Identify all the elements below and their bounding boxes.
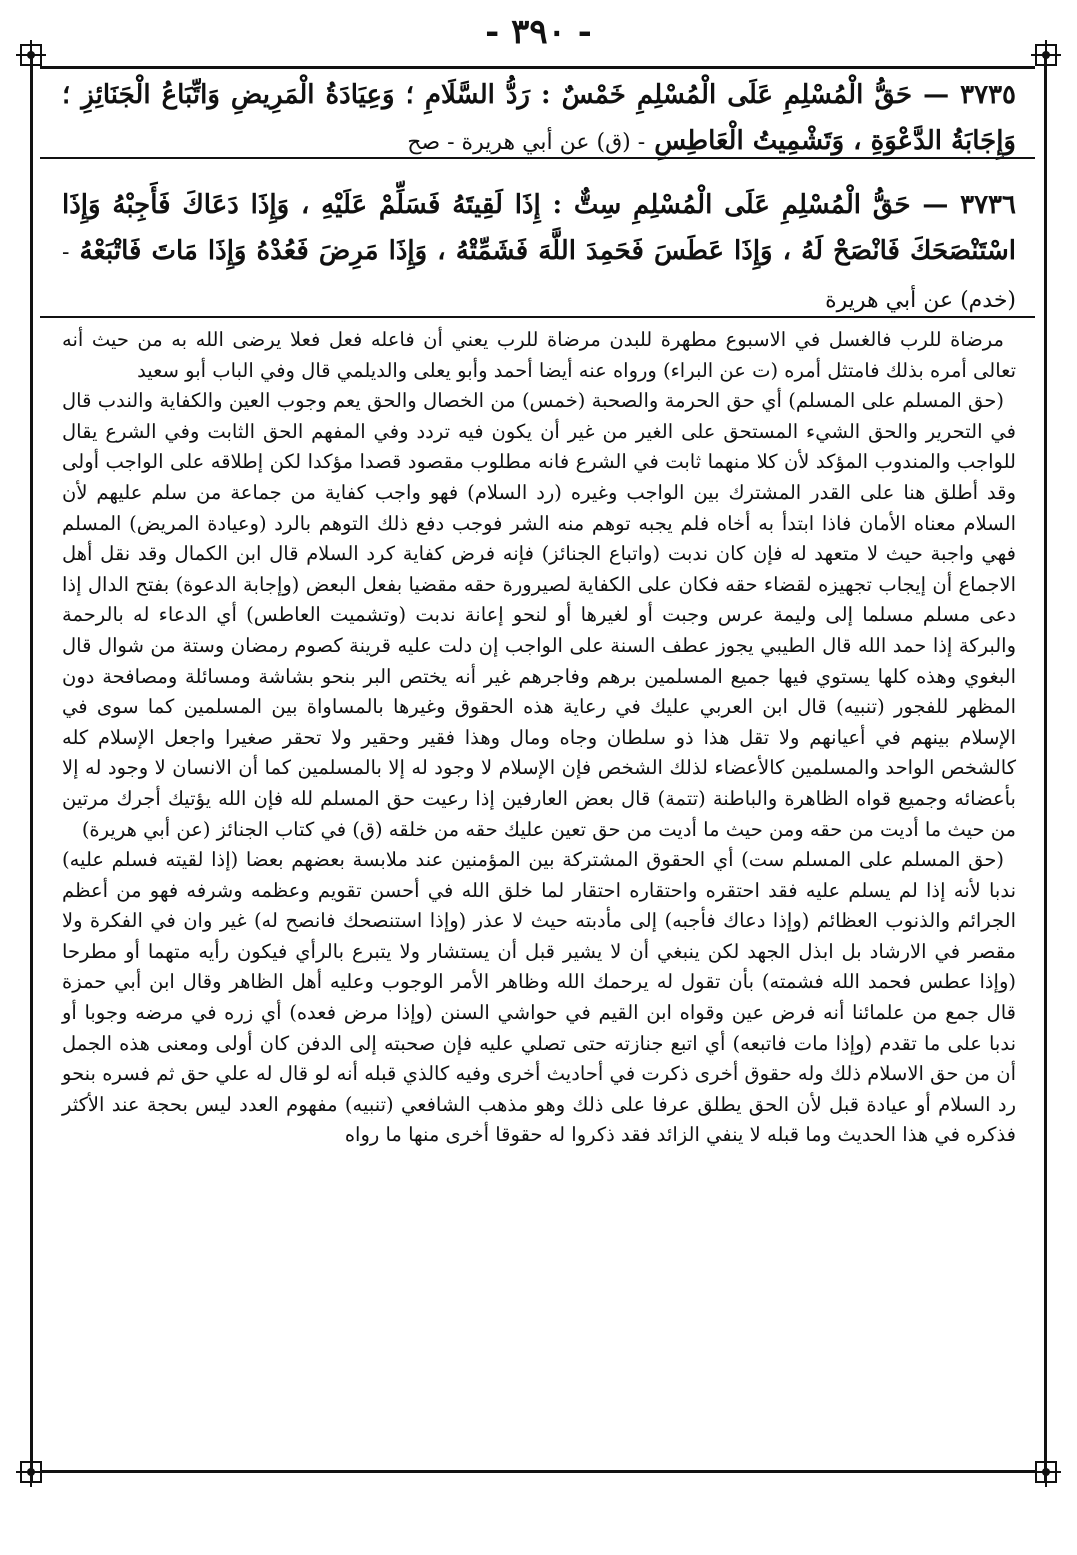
commentary-paragraph: (حق المسلم على المسلم) أي حق الحرمة والصحبة (خمس) من الخصال والحق يعم وجوب العين والكفاية والندب قال في التحرير والحق الشيء المستحق على الغير من غير أن يكون فيه تردد وفي المفهم الحق الثابت وفي الشرع يقال للواجب والمندوب المؤكد لأن كلا منهما ثابت في الشرع فانه مطلوب مقصود قصدا مؤكدا لكن إطلاقه على الواجب أولى وقد أطلق هنا على القدر المشترك بين الواجب وغيره (رد السلام) فهو واجب كفاية من جماعة من سلم عليهم لأن السلام معناه الأمان فاذا ابتدأ به أخاه فلم يجبه توهم منه الشر فوجب دفع ذلك التوهم بالرد (وعيادة المريض) المسلم فهي واجبة حيث لا متعهد له فإن كان ندبت (واتباع الجنائز) فإنه فرض كفاية كرد السلام قال ابن الكمال وقد نقل أهل الاجماع أن إيجاب تجهيزه لقضاء حقه فكان على الكفاية لصيرورة حقه مقضيا بفعل البعض (وإجابة الدعوة) بفتح الدال إذا دعى مسلم مسلما إلى وليمة عرس وجبت أو لغيرها أو لنحو إعانة ندبت (وتشميت العاطس) أي الدعاء له بالرحمة والبركة إذا حمد الله قال الطيبي يجوز عطف السنة على الواجب إن دلت عليه قرينة كصوم رمضان وستة من شوال قال البغوي وهذه كلها يستوي فيها جميع المسلمين برهم وفاجرهم غير أنه يختص البر بنحو بشاشة ومسائلة ومصافحة دون المظهر للفجور (تنبيه) قال ابن العربي عليك في رعاية هذه الحقوق وغيرها بالمساواة بين المسلمين كما سوى في الإسلام بينهم في أعيانهم ولا تقل هذا ذو سلطان وجاه ومال وهذا فقير وحقير ولا تحقر صغيرا واجعل الإسلام كله كالشخص الواحد والمسلمين كالأعضاء لذلك الشخص فإن الإسلام لا وجود له إلا بالمسلمين كما أن الانسان لا وجود له إلا بأعضائه وجميع قواه الظاهرة والباطنة (تتمة) قال بعض العارفين إذا رعيت حق المسلم لله فإن الله يؤتيك أجرك مرتين من حيث ما أديت من حقه ومن حيث ما أديت من حق تعين عليك حقه من خلقه (ق) في كتاب الجنائز (عن أبي هريرة) [62, 389, 1016, 841]
hadith-source: - (خدم) عن أبي هريرة [62, 240, 1016, 313]
hadith-3735: ٣٧٣٥ — حَقُّ الْمُسْلِمِ عَلَى الْمُسْلِمِ خَمْسٌ : رَدُّ السَّلَامِ ؛ وَعِيَادَةُ الْمَرِيضِ وَاتِّبَاعُ الْجَنَائِزِ ؛ وَإِجَابَةُ الدَّعْوَةِ ، وَتَشْمِيتُ الْعَاطِسِ - (ق) عن أبي هريرة - صح [62, 80, 1016, 156]
hadith-text: حَقُّ الْمُسْلِمِ عَلَى الْمُسْلِمِ سِتٌّ : إِذَا لَقِيتَهُ فَسَلِّمْ عَلَيْهِ ، وَإِذَا دَعَاكَ فَأَجِبْهُ وَإِذَا اسْتَنْصَحَكَ فَانْصَحْ لَهُ ، وَإِذَا عَطَسَ فَحَمِدَ اللَّهَ فَشَمِّتْهُ ، وَإِذَا مَرِضَ فَعُدْهُ وَإِذَا مَاتَ فَاتْبَعْهُ [62, 190, 1016, 266]
commentary-section [62, 325, 1016, 1151]
hadith-source: - (ق) عن أبي هريرة - صح [407, 130, 646, 155]
corner-ornament-icon [1031, 1457, 1061, 1487]
hadith-number: ٣٧٣٦ [960, 190, 1016, 220]
corner-ornament-icon [1031, 40, 1061, 70]
hadith-number: ٣٧٣٥ [960, 80, 1016, 110]
corner-ornament-icon [16, 1457, 46, 1487]
corner-ornament-icon [16, 40, 46, 70]
frame-top-rule [40, 66, 1035, 69]
hadith-3736: ٣٧٣٦ — حَقُّ الْمُسْلِمِ عَلَى الْمُسْلِمِ سِتٌّ : إِذَا لَقِيتَهُ فَسَلِّمْ عَلَيْهِ ، وَإِذَا دَعَاكَ فَأَجِبْهُ وَإِذَا اسْتَنْصَحَكَ فَانْصَحْ لَهُ ، وَإِذَا عَطَسَ فَحَمِدَ اللَّهَ فَشَمِّتْهُ ، وَإِذَا مَرِضَ فَعُدْهُ وَإِذَا مَاتَ فَاتْبَعْهُ - (خدم) عن أبي هريرة [62, 190, 1016, 313]
page-number: - ٣٩٠ - [485, 12, 592, 52]
hadith-section [62, 72, 1016, 324]
hadith-text: حَقُّ الْمُسْلِمِ عَلَى الْمُسْلِمِ خَمْسٌ : رَدُّ السَّلَامِ ؛ وَعِيَادَةُ الْمَرِيضِ وَاتِّبَاعُ الْجَنَائِزِ ؛ وَإِجَابَةُ الدَّعْوَةِ ، وَتَشْمِيتُ الْعَاطِسِ [62, 80, 1016, 156]
commentary-paragraph: مرضاة للرب فالغسل في الاسبوع مطهرة للبدن مرضاة للرب يعني أن فاعله فعل فعلا يرضى الله به من حيث أنه تعالى أمره بذلك فامتثل أمره (ت عن البراء) ورواه عنه أيضا أحمد وأبو يعلى والديلمي قال وفي الباب أبو سعيد [62, 328, 1016, 382]
frame-right-rule [1044, 55, 1047, 1482]
frame-bottom-rule [40, 1470, 1035, 1473]
frame-left-rule [30, 55, 33, 1482]
commentary-paragraph: (حق المسلم على المسلم ست) أي الحقوق المشتركة بين المؤمنين عند ملابسة بعضهم بعضا (إذا لقيته فسلم عليه) ندبا لأنه إذا لم يسلم عليه فقد احتقره واحتقاره احتقار لما خلق الله في أحسن تقويم وعظمه وشرفه فهو من أعظم الجرائم والذنوب العظائم (وإذا دعاك فأجبه) إلى مأدبته حيث لا عذر (وإذا استنصحك فانصح له) غير وان في الفكرة ولا مقصر في الارشاد بل ابذل الجهد لكن ينبغي أن لا يشير قبل أن يستشار ولا يتبرع بالرأي فيكون رأيه متهما أو مطرحا (وإذا عطس فحمد الله فشمته) بأن تقول له يرحمك الله وظاهر الأمر الوجوب وعليه أهل الظاهر وقال ابن أبي حمزة قال جمع من علمائنا أنه فرض عين وقواه ابن القيم في حواشي السنن (وإذا مرض فعده) أي زره في مرضه وجوبا أو ندبا على ما تقدم (وإذا مات فاتبعه) أي اتبع جنازته حتى تصلي عليه فإن صحبته إلى الدفن كان أولى ومعنى هذه الجمل أن من حق الاسلام ذلك وله حقوق أخرى ذكرت في أحاديث أخرى وفيه كالذي قبله أنه لو قال له علي حق ثم فسره بنحو رد السلام أو عيادة قبل لأن الحق يطلق عرفا على ذلك وهو مذهب الشافعي (تنبيه) مفهوم العدد ليس بحجة عند الأكثر فذكره في هذا الحديث وما قبله لا ينفي الزائد فقد ذكروا له حقوقا أخرى منها ما رواه [62, 848, 1016, 1147]
